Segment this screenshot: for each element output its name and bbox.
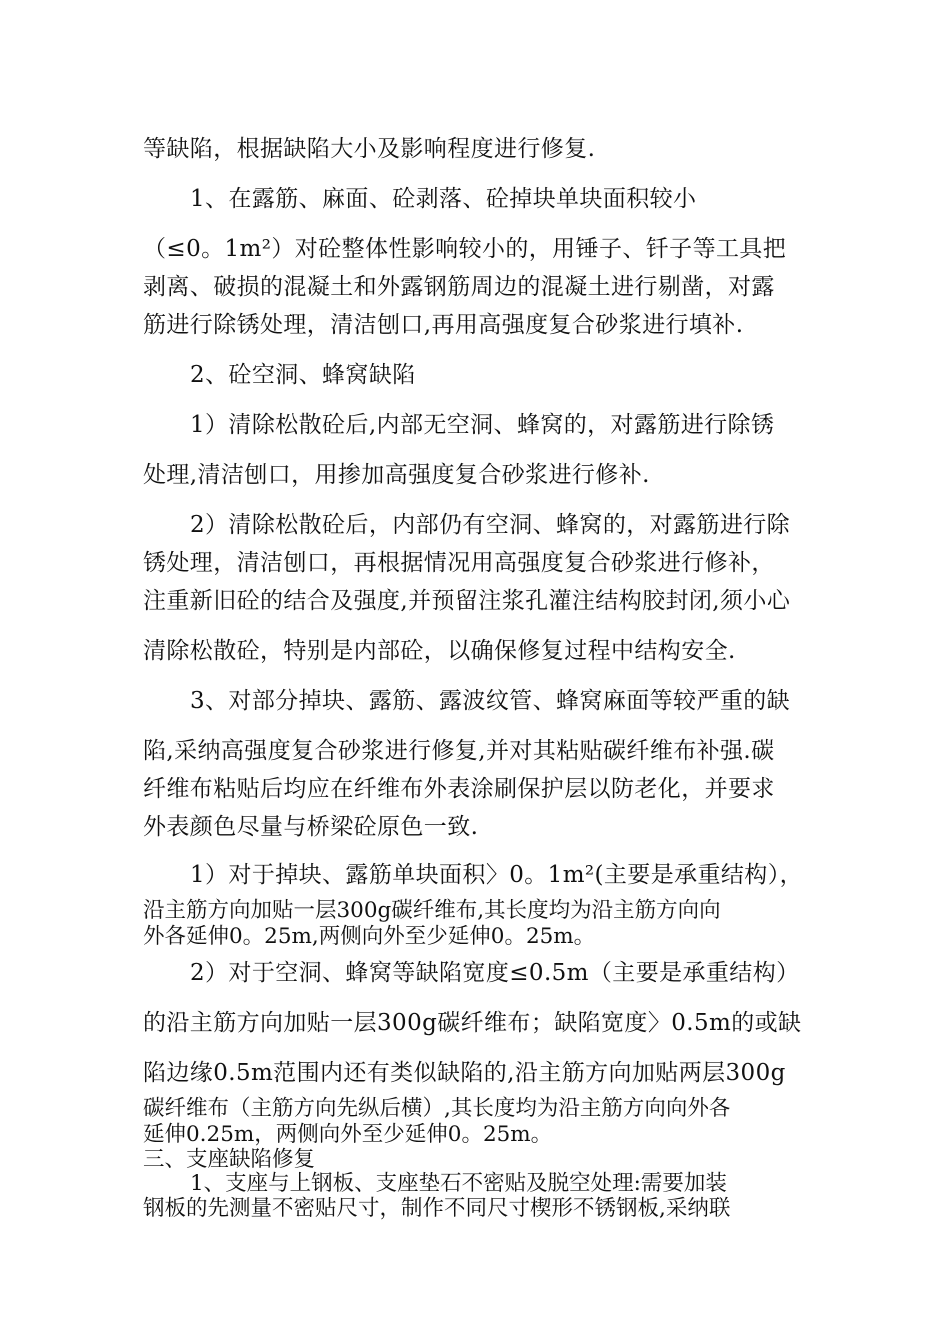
paragraph-line: 的沿主筋方向加贴一层300g碳纤维布；缺陷宽度〉0.5m的或缺 [143,1010,802,1036]
section-heading: 三、支座缺陷修复 [143,1147,316,1172]
paragraph-line: 陷,采纳高强度复合砂浆进行修复,并对其粘贴碳纤维布补强.碳 [143,738,775,764]
paragraph-line: 纤维布粘贴后均应在纤维布外表涂刷保护层以防老化，并要求 [143,776,775,802]
paragraph-line: 1）对于掉块、露筋单块面积〉0。1m²(主要是承重结构）， [190,862,804,888]
section-heading: 2、砼空洞、蜂窝缺陷 [190,362,416,388]
paragraph-line: 2）对于空洞、蜂窝等缺陷宽度≤0.5m（主要是承重结构） [190,960,800,986]
paragraph-line: 1）清除松散砼后,内部无空洞、蜂窝的，对露筋进行除锈 [190,412,775,438]
paragraph-line: 处理,清洁刨口，用掺加高强度复合砂浆进行修补. [143,462,650,488]
paragraph-line: 沿主筋方向加贴一层300g碳纤维布,其长度均为沿主筋方向向 [143,898,721,923]
paragraph-line: 外表颜色尽量与桥梁砼原色一致. [143,814,479,840]
paragraph-line: 碳纤维布（主筋方向先纵后横）,其长度均为沿主筋方向向外各 [143,1096,731,1121]
paragraph-line: 1、在露筋、麻面、砼剥落、砼掉块单块面积较小 [190,186,697,212]
paragraph-line: 外各延伸0。25m,两侧向外至少延伸0。25m。 [143,924,596,949]
paragraph-line: 延伸0.25m，两侧向外至少延伸0。25m。 [143,1122,553,1147]
paragraph-line: 锈处理，清洁刨口，再根据情况用高强度复合砂浆进行修补， [143,550,775,576]
paragraph-line: 注重新旧砼的结合及强度,并预留注浆孔灌注结构胶封闭,须小心 [143,588,791,614]
paragraph-line: （≤0。1m²）对砼整体性影响较小的，用锤子、钎子等工具把 [143,236,787,262]
paragraph-line: 钢板的先测量不密贴尺寸，制作不同尺寸楔形不锈钢板,采纳联 [143,1196,731,1221]
paragraph-line: 剥离、破损的混凝土和外露钢筋周边的混凝土进行剔凿，对露 [143,274,775,300]
paragraph-line: 陷边缘0.5m范围内还有类似缺陷的,沿主筋方向加贴两层300g [143,1060,786,1086]
paragraph-line: 1、支座与上钢板、支座垫石不密贴及脱空处理:需要加装 [190,1171,727,1196]
paragraph-line: 筋进行除锈处理，清洁刨口,再用高强度复合砂浆进行填补. [143,312,744,338]
paragraph-line: 等缺陷，根据缺陷大小及影响程度进行修复. [143,136,596,162]
paragraph-line: 3、对部分掉块、露筋、露波纹管、蜂窝麻面等较严重的缺 [190,688,791,714]
paragraph-line: 2）清除松散砼后，内部仍有空洞、蜂窝的，对露筋进行除 [190,512,791,538]
paragraph-line: 清除松散砼，特别是内部砼，以确保修复过程中结构安全. [143,638,736,664]
